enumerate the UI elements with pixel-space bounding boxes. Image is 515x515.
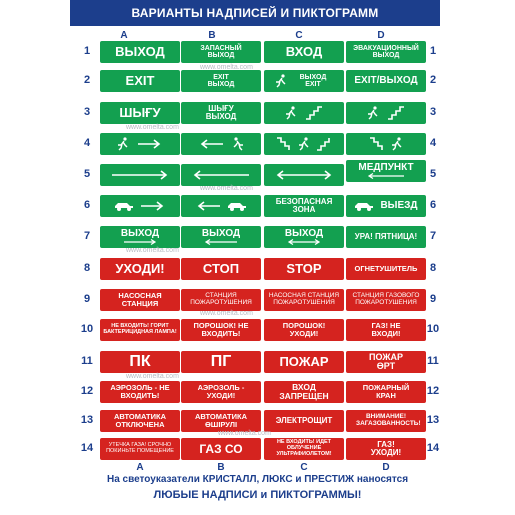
sign-10b	[181, 319, 261, 341]
row-number-left: 7	[83, 230, 91, 242]
row-number-left: 12	[80, 385, 94, 397]
sign-10a	[100, 319, 180, 341]
stairs-up-icon	[387, 106, 405, 120]
row-number-right: 14	[426, 442, 440, 454]
sign-10c-text: ПОРОШОК! УХОДИ!	[282, 321, 326, 338]
sign-2b	[181, 70, 261, 92]
watermark: www.omelta.com	[200, 64, 253, 71]
sign-8b	[181, 258, 261, 280]
running-man-icon	[367, 106, 379, 120]
sign-10b-text: ПОРОШОК! НЕ ВХОДИТЬ!	[193, 321, 249, 338]
sign-7a-text: ВЫХОД	[120, 227, 160, 239]
row-number-left: 9	[83, 293, 91, 305]
sign-1a	[100, 41, 180, 63]
sign-5d	[346, 160, 426, 182]
sign-1c-text: ВХОД	[285, 44, 323, 60]
sign-4c	[264, 133, 344, 155]
sign-14d-text: ГАЗ! УХОДИ!	[370, 439, 402, 457]
sign-2d	[346, 70, 426, 92]
sign-14d	[346, 438, 426, 460]
sign-7a	[100, 226, 180, 248]
column-header-d: D	[377, 30, 385, 41]
sign-1d-text: ЭВАКУАЦИОННЫЙ ВЫХОД	[353, 44, 419, 59]
row-number-left: 8	[83, 262, 91, 274]
sign-11d-text: ПОЖАР ӨРТ	[369, 351, 403, 371]
column-footer-c: C	[300, 462, 308, 473]
sign-12c	[264, 381, 344, 403]
sign-9d	[346, 289, 426, 311]
sign-4a	[100, 133, 180, 155]
sign-11c	[264, 351, 344, 373]
row-number-left: 3	[83, 106, 91, 118]
sign-7c	[264, 226, 344, 248]
sign-5c	[264, 164, 344, 186]
row-number-left: 11	[81, 355, 93, 367]
sign-12d-text: ПОЖАРНЫЙ КРАН	[362, 383, 410, 400]
sign-8d-text: ОГНЕТУШИТЕЛЬ	[354, 264, 418, 274]
sign-8c	[264, 258, 344, 280]
stairs-down-icon	[369, 137, 385, 151]
sign-12a	[100, 381, 180, 403]
sign-11a	[100, 351, 180, 373]
sign-1d	[346, 41, 426, 63]
column-header-b: B	[208, 30, 216, 41]
sign-9c-text: НАСОСНАЯ СТАНЦИЯ ПОЖАРОТУШЕНИЯ	[268, 292, 340, 306]
arrow-left-icon	[191, 170, 251, 180]
sign-8b-text: СТОП	[202, 261, 240, 277]
sign-6c	[264, 195, 344, 217]
sign-2b-text: EXIT ВЫХОД	[207, 73, 235, 88]
watermark: www.omelta.com	[200, 185, 253, 192]
sign-14c-text: НЕ ВХОДИТЬ! ИДЕТ ОБЛУЧЕНИЕ УЛЬТРАФИОЛЕТОМ!	[276, 439, 332, 457]
row-number-left: 10	[80, 323, 94, 335]
row-number-right: 11	[427, 355, 439, 367]
footer-line-2: ЛЮБЫЕ НАДПИСИ и ПИКТОГРАММЫ!	[153, 489, 362, 501]
sign-12b-text: АЭРОЗОЛЬ - УХОДИ!	[197, 383, 245, 400]
sign-12a-text: АЭРОЗОЛЬ - НЕ ВХОДИТЬ!	[110, 383, 170, 400]
row-number-left: 13	[80, 414, 94, 426]
arrow-right-icon	[122, 239, 158, 245]
stairs-down-icon	[276, 137, 292, 151]
sign-2c	[264, 70, 344, 92]
watermark: www.omelta.com	[200, 310, 253, 317]
watermark: www.omelta.com	[126, 373, 179, 380]
arrow-left-icon	[366, 173, 406, 179]
row-number-right: 7	[429, 230, 437, 242]
car-icon	[227, 200, 247, 212]
sign-9c	[264, 289, 344, 311]
arrow-right-icon	[110, 170, 170, 180]
running-man-icon	[298, 137, 310, 151]
row-number-right: 12	[426, 385, 440, 397]
sign-1b-text: ЗАПАСНЫЙ ВЫХОД	[200, 44, 242, 59]
sign-10d	[346, 319, 426, 341]
row-number-left: 4	[83, 137, 91, 149]
sign-9a-text: НАСОСНАЯ СТАНЦИЯ	[118, 291, 162, 308]
sign-14a-text: УТЕЧКА ГАЗА! СРОЧНО ПОКИНЬТЕ ПОМЕЩЕНИЕ	[106, 442, 174, 454]
sign-13c	[264, 410, 344, 432]
running-man-icon	[117, 137, 129, 151]
sign-13b-text: АВТОМАТИКА ӨШІРУЛІ	[194, 412, 248, 429]
sign-9b	[181, 289, 261, 311]
sign-10d-text: ГАЗ! НЕ ВХОДИ!	[371, 321, 401, 338]
sign-9d-text: СТАНЦИЯ ГАЗОВОГО ПОЖАРОТУШЕНИЯ	[352, 292, 420, 306]
sign-8a	[100, 258, 180, 280]
sign-7b	[181, 226, 261, 248]
sign-3d	[346, 102, 426, 124]
sign-11a-text: ПК	[129, 352, 151, 370]
sign-13d-text: ВНИМАНИЕ! ЗАГАЗОВАННОСТЬ!	[356, 413, 421, 427]
sign-2a-text: EXIT	[125, 73, 155, 89]
sign-13d	[346, 410, 426, 432]
sign-14c	[264, 438, 344, 460]
arrow-right-icon	[140, 201, 166, 211]
sign-9b-text: СТАНЦИЯ ПОЖАРОТУШЕНИЯ	[190, 292, 252, 306]
row-number-right: 10	[426, 323, 440, 335]
sign-7c-text: ВЫХОД	[284, 227, 324, 239]
car-icon	[354, 200, 374, 212]
sign-6d	[346, 195, 426, 217]
sign-11c-text: ПОЖАР	[279, 354, 329, 370]
sign-11b-text: ПГ	[210, 352, 232, 370]
sign-14b-text: ГАЗ СО	[199, 441, 243, 456]
sign-1c	[264, 41, 344, 63]
row-number-right: 2	[429, 74, 437, 86]
row-number-right: 1	[429, 45, 437, 57]
sign-8d	[346, 258, 426, 280]
row-number-left: 2	[83, 74, 91, 86]
row-number-right: 13	[426, 414, 440, 426]
watermark: www.omelta.com	[126, 124, 179, 131]
footer-line-1: На светоуказатели КРИСТАЛЛ, ЛЮКС и ПРЕСТИЖ наносятся	[106, 474, 409, 485]
watermark: www.omelta.com	[218, 430, 271, 437]
sign-7b-text: ВЫХОД	[201, 227, 241, 239]
sign-6c-text: БЕЗОПАСНАЯ ЗОНА	[275, 196, 333, 214]
sign-3c	[264, 102, 344, 124]
sign-12d	[346, 381, 426, 403]
sign-9a	[100, 289, 180, 311]
row-number-left: 1	[83, 45, 91, 57]
arrow-left-icon	[195, 201, 221, 211]
arrow-right-icon	[137, 139, 163, 149]
sign-1a-text: ВЫХОД	[115, 44, 165, 60]
sign-4d	[346, 133, 426, 155]
sign-2c-text: ВЫХОД EXIT	[299, 73, 327, 88]
sign-3b	[181, 102, 261, 124]
sign-3a	[100, 102, 180, 124]
arrow-both-icon	[286, 239, 322, 245]
sign-1b	[181, 41, 261, 63]
row-number-left: 5	[83, 168, 91, 180]
stairs-icon	[316, 137, 332, 151]
running-man-icon	[391, 137, 403, 151]
arrow-left-icon	[198, 139, 224, 149]
sign-14a	[100, 438, 180, 460]
stairs-icon	[305, 106, 323, 120]
sign-6d-text: ВЫЕЗД	[380, 199, 418, 211]
sign-7d	[346, 226, 426, 248]
sign-13b	[181, 410, 261, 432]
arrow-left-icon	[203, 239, 239, 245]
sign-2d-text: EXIT/ВЫХОД	[354, 74, 418, 86]
column-footer-b: B	[217, 462, 225, 473]
sign-3b-text: ШЫҒУ ВЫХОД	[205, 103, 237, 121]
sign-13c-text: ЭЛЕКТРОЩИТ	[275, 415, 333, 425]
sign-2a	[100, 70, 180, 92]
column-footer-d: D	[382, 462, 390, 473]
running-man-icon	[232, 137, 244, 151]
row-number-right: 4	[429, 137, 437, 149]
running-man-icon	[285, 106, 297, 120]
row-number-right: 5	[429, 168, 437, 180]
sign-12b	[181, 381, 261, 403]
sign-3a-text: ШЫҒУ	[119, 105, 161, 121]
sign-5a	[100, 164, 180, 186]
column-footer-a: A	[136, 462, 144, 473]
sign-13a	[100, 410, 180, 432]
sign-5b	[181, 164, 261, 186]
sign-10a-text: НЕ ВХОДИТЬ! ГОРИТ БАКТЕРИЦИДНАЯ ЛАМПА!	[103, 323, 177, 335]
running-man-icon	[275, 74, 287, 88]
sign-11d	[346, 351, 426, 373]
row-number-right: 3	[429, 106, 437, 118]
sign-4b	[181, 133, 261, 155]
sign-14b	[181, 438, 261, 460]
sign-10c	[264, 319, 344, 341]
row-number-right: 6	[429, 199, 437, 211]
column-header-c: C	[295, 30, 303, 41]
row-number-left: 6	[83, 199, 91, 211]
row-number-right: 8	[429, 262, 437, 274]
sign-13a-text: АВТОМАТИКА ОТКЛЮЧЕНА	[113, 412, 167, 429]
sign-7d-text: УРА! ПЯТНИЦА!	[354, 231, 418, 241]
car-icon	[114, 200, 134, 212]
sign-8c-text: STOP	[286, 261, 322, 277]
sign-12c-text: ВХОД ЗАПРЕЩЕН	[279, 382, 329, 401]
page-title: ВАРИАНТЫ НАДПИСЕЙ И ПИКТОГРАММ	[70, 0, 440, 26]
arrow-both-icon	[274, 170, 334, 180]
sign-6b	[181, 195, 261, 217]
sign-6a	[100, 195, 180, 217]
watermark: www.omelta.com	[126, 247, 179, 254]
row-number-left: 14	[80, 442, 94, 454]
sign-11b	[181, 351, 261, 373]
row-number-right: 9	[429, 293, 437, 305]
column-header-a: A	[120, 30, 128, 41]
sign-8a-text: УХОДИ!	[115, 261, 165, 277]
sign-5d-text: МЕДПУНКТ	[358, 161, 414, 173]
